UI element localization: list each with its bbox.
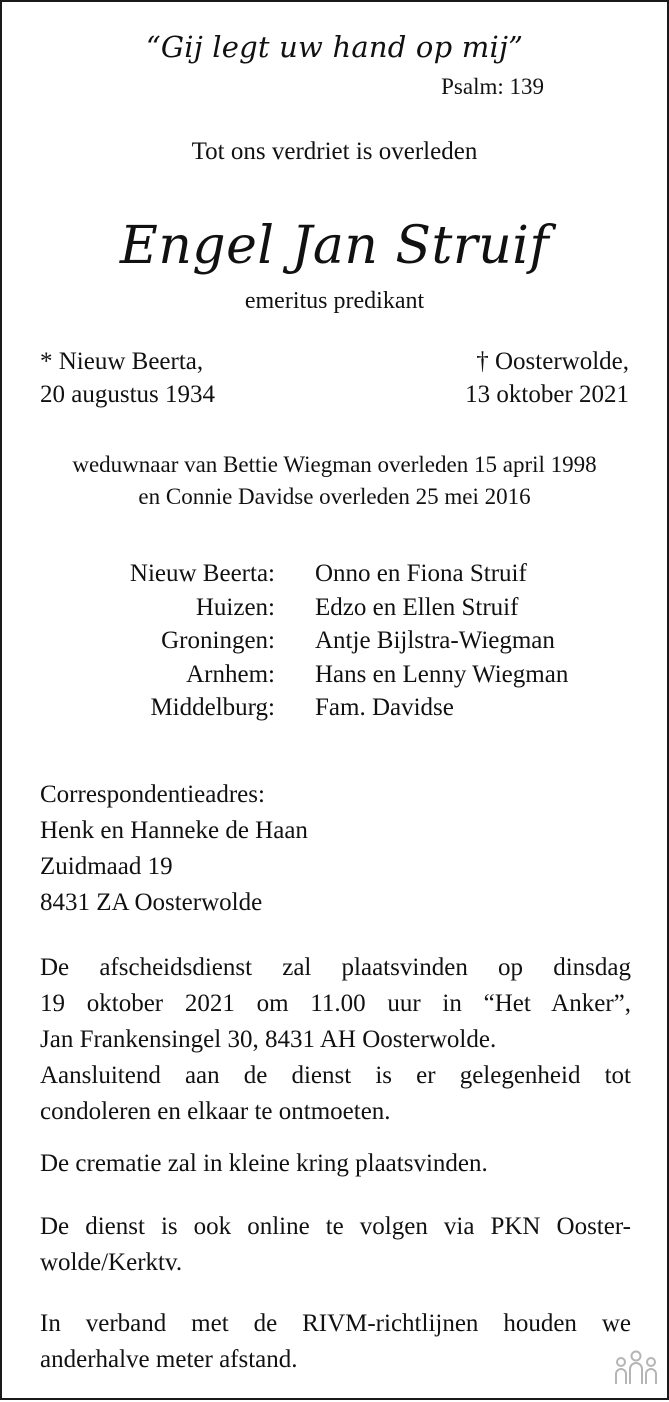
family-place: Arnhem: [186,660,275,688]
quote-text: “Gij legt uw hand op mij” [145,30,524,64]
cremation-paragraph [40,1146,631,1182]
online-line: wolde/Kerktv. [40,1249,183,1276]
family-names: Edzo en Ellen Struif [315,593,519,621]
correspondence-street: Zuidmaad 19 [40,853,173,880]
correspondence-name: Henk en Hanneke de Haan [40,817,308,844]
deceased-title: emeritus predikant [244,288,425,314]
rivm-paragraph [40,1306,631,1378]
intro-text: Tot ons verdriet is overleden [191,138,478,165]
family-place: Middelburg: [150,694,275,721]
death-info [465,345,629,411]
family-names: Antje Bijlstra-Wiegman [315,627,555,654]
rivm-line: In verband met de RIVM-richtlijnen houden we [40,1310,631,1337]
death-place: † Oosterwolde, [476,348,629,375]
family-names: Onno en Fiona Struif [315,560,527,587]
rivm-line: anderhalve meter afstand. [40,1346,298,1373]
service-line: De afscheidsdienst zal plaatsvinden op dinsdag [40,954,631,981]
quote-reference: Psalm: 139 [441,74,544,99]
widower-text [0,449,669,513]
correspondence-address [40,777,308,921]
widower-line: weduwnaar van Bettie Wiegman overleden 15 april 1998 [72,452,597,477]
cremation-line: De crematie zal in kleine kring plaatsvinden. [40,1150,488,1177]
birth-date: 20 augustus 1934 [40,381,215,408]
family-names: Fam. Davidse [315,694,454,721]
family-place: Huizen: [195,593,275,621]
family-row [0,560,669,594]
family-list [0,560,669,728]
widower-line: en Connie Davidse overleden 25 mei 2016 [138,484,531,509]
family-row [0,661,669,695]
online-paragraph [40,1209,631,1281]
service-line: Aansluitend aan de dienst is er gelegenheid tot [40,1062,631,1089]
family-row [0,627,669,661]
correspondence-label: Correspondentieadres: [40,781,265,808]
deceased-name: Engel Jan Struif [119,216,550,276]
online-line: De dienst is ook online te volgen via PKN Ooster- [40,1213,631,1240]
birth-place: * Nieuw Beerta, [40,348,204,375]
service-line: 19 oktober 2021 om 11.00 uur in “Het Anker”, [40,990,631,1017]
service-line: condoleren en elkaar te ontmoeten. [40,1098,391,1125]
correspondence-city: 8431 ZA Oosterwolde [40,889,263,916]
death-date: 13 oktober 2021 [465,381,629,408]
people-group-icon [613,1348,659,1388]
service-line: Jan Frankensingel 30, 8431 AH Oosterwolde. [40,1026,497,1053]
family-place: Groningen: [161,627,275,654]
family-place: Nieuw Beerta: [129,560,275,587]
family-names: Hans en Lenny Wiegman [315,660,569,688]
family-row [0,594,669,628]
service-paragraph [40,950,631,1130]
family-row [0,694,669,728]
birth-info [40,345,215,411]
